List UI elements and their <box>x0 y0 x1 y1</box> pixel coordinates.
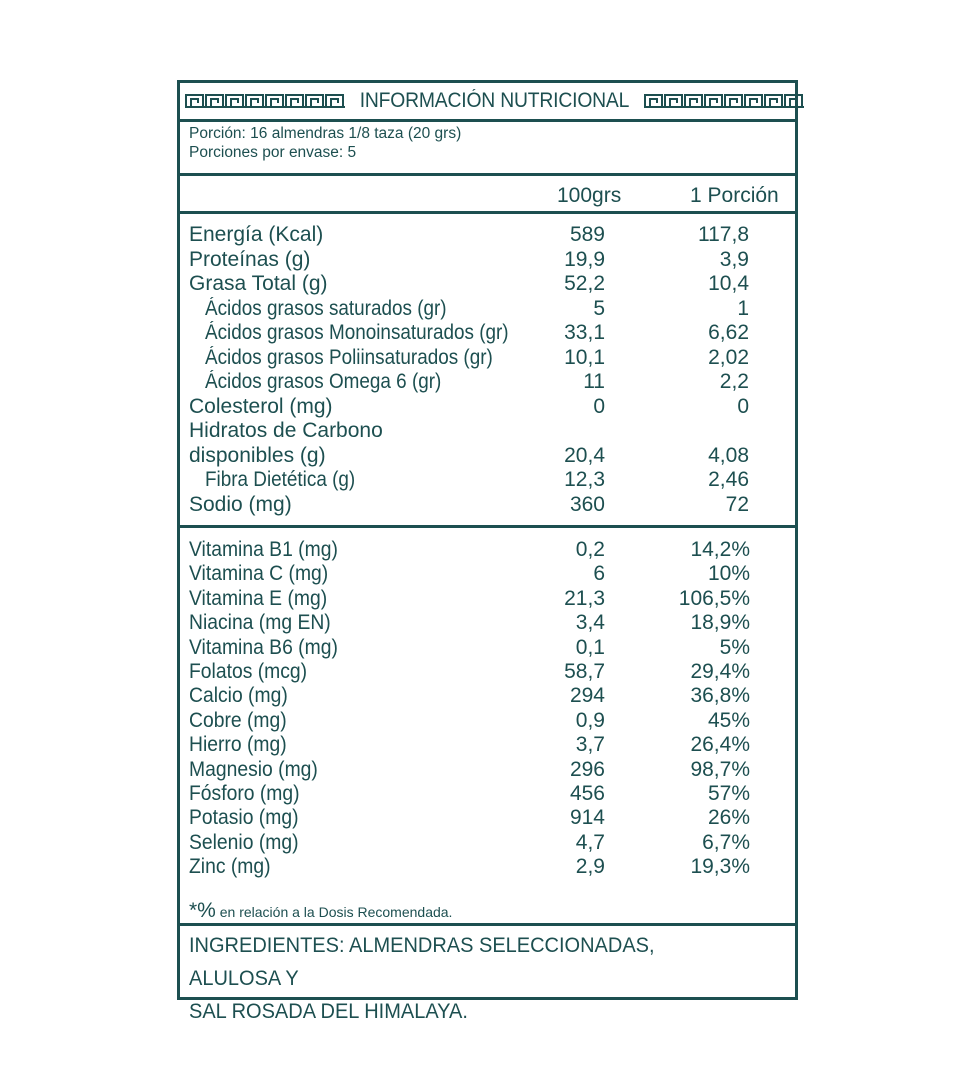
greek-key-motif <box>306 95 323 107</box>
greek-key-motif <box>206 95 223 107</box>
nutrient-name: Fibra Dietética (g) <box>205 468 356 491</box>
nutrient-row <box>180 419 795 444</box>
column-header-100g: 100grs <box>557 184 622 207</box>
nutrient-value-portion: 4,08 <box>708 443 749 467</box>
nutrient-row <box>180 468 795 493</box>
vitamin-value-100g: 6 <box>593 562 605 586</box>
nutrient-value-100g: 360 <box>569 492 605 516</box>
label-title: INFORMACIÓN NUTRICIONAL <box>359 89 630 112</box>
greek-key-motif <box>685 95 702 107</box>
vitamin-daily-percent: 26,4% <box>690 733 750 757</box>
vitamin-value-100g: 2,9 <box>575 855 605 879</box>
footnote-mark: *% <box>189 899 216 922</box>
divider <box>180 119 795 122</box>
greek-key-border-right <box>644 94 804 108</box>
vitamin-daily-percent: 29,4% <box>690 659 750 683</box>
vitamin-name: Vitamina B6 (mg) <box>189 635 338 659</box>
vitamin-name: Folatos (mcg) <box>189 659 308 683</box>
greek-key-border-left <box>185 94 345 108</box>
nutrient-value-portion: 10,4 <box>708 272 749 295</box>
vitamin-value-100g: 914 <box>569 806 605 830</box>
vitamin-row <box>180 684 795 708</box>
vitamin-daily-percent: 98,7% <box>690 757 750 781</box>
vitamin-name: Cobre (mg) <box>189 708 287 732</box>
servings-per-container: Porciones por envase: 5 <box>189 144 357 161</box>
nutrient-value-100g: 5 <box>593 296 605 320</box>
column-header-portion: 1 Porción <box>690 184 779 207</box>
vitamin-row <box>180 587 795 611</box>
divider <box>180 173 795 176</box>
nutrient-name: Ácidos grasos Poliinsaturados (gr) <box>205 345 493 369</box>
nutrient-name: Ácidos grasos Monoinsaturados (gr) <box>205 321 509 344</box>
vitamin-value-100g: 3,4 <box>575 611 605 635</box>
nutrient-row <box>180 395 795 420</box>
nutrient-row <box>180 248 795 273</box>
label-header <box>180 83 795 119</box>
vitamin-name: Selenio (mg) <box>189 830 299 854</box>
serving-size: Porción: 16 almendras 1/8 taza (20 grs) <box>189 125 462 142</box>
footnote-text: en relación a la Dosis Recomendada. <box>215 904 453 920</box>
vitamin-value-100g: 58,7 <box>564 659 605 683</box>
vitamin-daily-percent: 19,3% <box>690 855 750 879</box>
nutrient-name: Hidratos de Carbono <box>189 419 383 442</box>
nutrient-value-portion: 2,2 <box>719 370 749 393</box>
vitamin-value-100g: 21,3 <box>564 586 605 610</box>
nutrient-value-portion: 117,8 <box>698 223 749 246</box>
nutrient-name: Ácidos grasos saturados (gr) <box>205 296 447 320</box>
nutrient-value-portion: 72 <box>725 492 749 516</box>
greek-key-motif <box>226 95 243 107</box>
divider <box>180 923 795 926</box>
ingredients-line-2: SAL ROSADA DEL HIMALAYA. <box>189 999 468 1023</box>
greek-key-motif <box>286 95 303 107</box>
nutrient-value-portion: 2,02 <box>708 345 749 369</box>
nutrient-value-100g: 19,9 <box>564 247 605 271</box>
vitamin-daily-percent: 6,7% <box>702 830 750 854</box>
vitamin-name: Potasio (mg) <box>189 806 299 830</box>
vitamin-value-100g: 296 <box>569 757 605 781</box>
nutrient-name: disponibles (g) <box>189 443 326 467</box>
greek-key-motif <box>645 95 662 107</box>
vitamin-name: Hierro (mg) <box>189 733 287 757</box>
vitamin-daily-percent: 106,5% <box>678 586 750 610</box>
greek-key-motif <box>705 95 722 107</box>
greek-key-motif <box>785 95 802 107</box>
vitamin-daily-percent: 5% <box>719 635 750 659</box>
vitamin-daily-percent: 10% <box>707 562 750 586</box>
ingredients <box>189 929 789 1028</box>
vitamin-name: Niacina (mg EN) <box>189 611 331 635</box>
nutrient-value-100g: 0 <box>593 394 605 418</box>
vitamin-row <box>180 611 795 635</box>
ingredients-line-1: INGREDIENTES: ALMENDRAS SELECCIONADAS, ALULOSA Y <box>189 933 655 990</box>
vitamin-name: Vitamina E (mg) <box>189 586 328 610</box>
nutrient-value-100g: 10,1 <box>564 345 605 369</box>
serving-info <box>189 124 795 162</box>
nutrient-name: Proteínas (g) <box>189 247 311 271</box>
vitamin-name: Magnesio (mg) <box>189 757 318 781</box>
vitamin-row <box>180 709 795 733</box>
greek-key-motif <box>186 95 203 107</box>
vitamin-row <box>180 733 795 757</box>
vitamin-row <box>180 660 795 684</box>
vitamin-value-100g: 0,9 <box>575 708 605 732</box>
nutrient-row <box>180 272 795 297</box>
vitamin-name: Fósforo (mg) <box>189 781 300 805</box>
nutrient-value-100g: 589 <box>569 223 605 246</box>
greek-key-motif <box>665 95 682 107</box>
nutrient-name: Grasa Total (g) <box>189 272 328 295</box>
nutrient-value-portion: 1 <box>737 296 749 320</box>
vitamin-row <box>180 636 795 660</box>
nutrient-value-100g: 12,3 <box>564 468 605 491</box>
nutrient-value-100g: 11 <box>583 370 605 393</box>
vitamin-value-100g: 0,2 <box>575 538 605 561</box>
greek-key-motif <box>725 95 742 107</box>
greek-key-motif <box>765 95 782 107</box>
vitamin-row <box>180 562 795 586</box>
vitamin-daily-percent: 36,8% <box>690 684 750 708</box>
vitamin-row <box>180 831 795 855</box>
vitamin-row <box>180 782 795 806</box>
nutrient-value-portion: 2,46 <box>708 468 749 491</box>
nutrient-name: Sodio (mg) <box>189 492 292 516</box>
nutrients-table <box>180 223 795 517</box>
column-headers <box>180 179 795 213</box>
vitamin-row <box>180 806 795 830</box>
nutrient-value-100g: 20,4 <box>564 443 605 467</box>
nutrient-name: Ácidos grasos Omega 6 (gr) <box>205 370 442 393</box>
vitamin-daily-percent: 26% <box>707 806 750 830</box>
vitamin-name: Vitamina C (mg) <box>189 562 329 586</box>
vitamin-daily-percent: 18,9% <box>690 611 750 635</box>
vitamin-row <box>180 538 795 562</box>
vitamin-name: Calcio (mg) <box>189 684 288 708</box>
footnote <box>189 899 795 923</box>
nutrient-row <box>180 346 795 371</box>
vitamin-value-100g: 3,7 <box>575 733 605 757</box>
nutrient-name: Energía (Kcal) <box>189 223 324 246</box>
vitamin-value-100g: 456 <box>569 781 605 805</box>
nutrient-name: Colesterol (mg) <box>189 394 333 418</box>
nutrient-row <box>180 370 795 395</box>
vitamin-value-100g: 294 <box>569 684 605 708</box>
nutrient-row <box>180 297 795 322</box>
nutrient-row <box>180 444 795 469</box>
vitamin-name: Vitamina B1 (mg) <box>189 538 338 561</box>
vitamin-value-100g: 0,1 <box>575 635 605 659</box>
nutrient-value-100g: 33,1 <box>564 321 605 344</box>
nutrient-value-100g: 52,2 <box>564 272 605 295</box>
vitamin-row <box>180 758 795 782</box>
greek-key-motif <box>266 95 283 107</box>
nutrient-value-portion: 0 <box>737 394 749 418</box>
nutrient-row <box>180 493 795 518</box>
vitamin-daily-percent: 57% <box>707 781 750 805</box>
nutrient-value-portion: 6,62 <box>708 321 749 344</box>
greek-key-motif <box>745 95 762 107</box>
nutrient-value-portion: 3,9 <box>719 247 749 271</box>
vitamin-row <box>180 855 795 879</box>
greek-key-motif <box>326 95 343 107</box>
nutrition-facts-label <box>177 80 798 1023</box>
divider <box>180 525 795 528</box>
vitamin-daily-percent: 45% <box>707 708 750 732</box>
vitamins-table <box>180 538 795 879</box>
nutrient-row <box>180 223 795 248</box>
vitamin-daily-percent: 14,2% <box>690 538 750 561</box>
vitamin-value-100g: 4,7 <box>575 830 605 854</box>
greek-key-motif <box>246 95 263 107</box>
nutrient-row <box>180 321 795 346</box>
divider <box>180 211 795 214</box>
vitamin-name: Zinc (mg) <box>189 855 271 879</box>
